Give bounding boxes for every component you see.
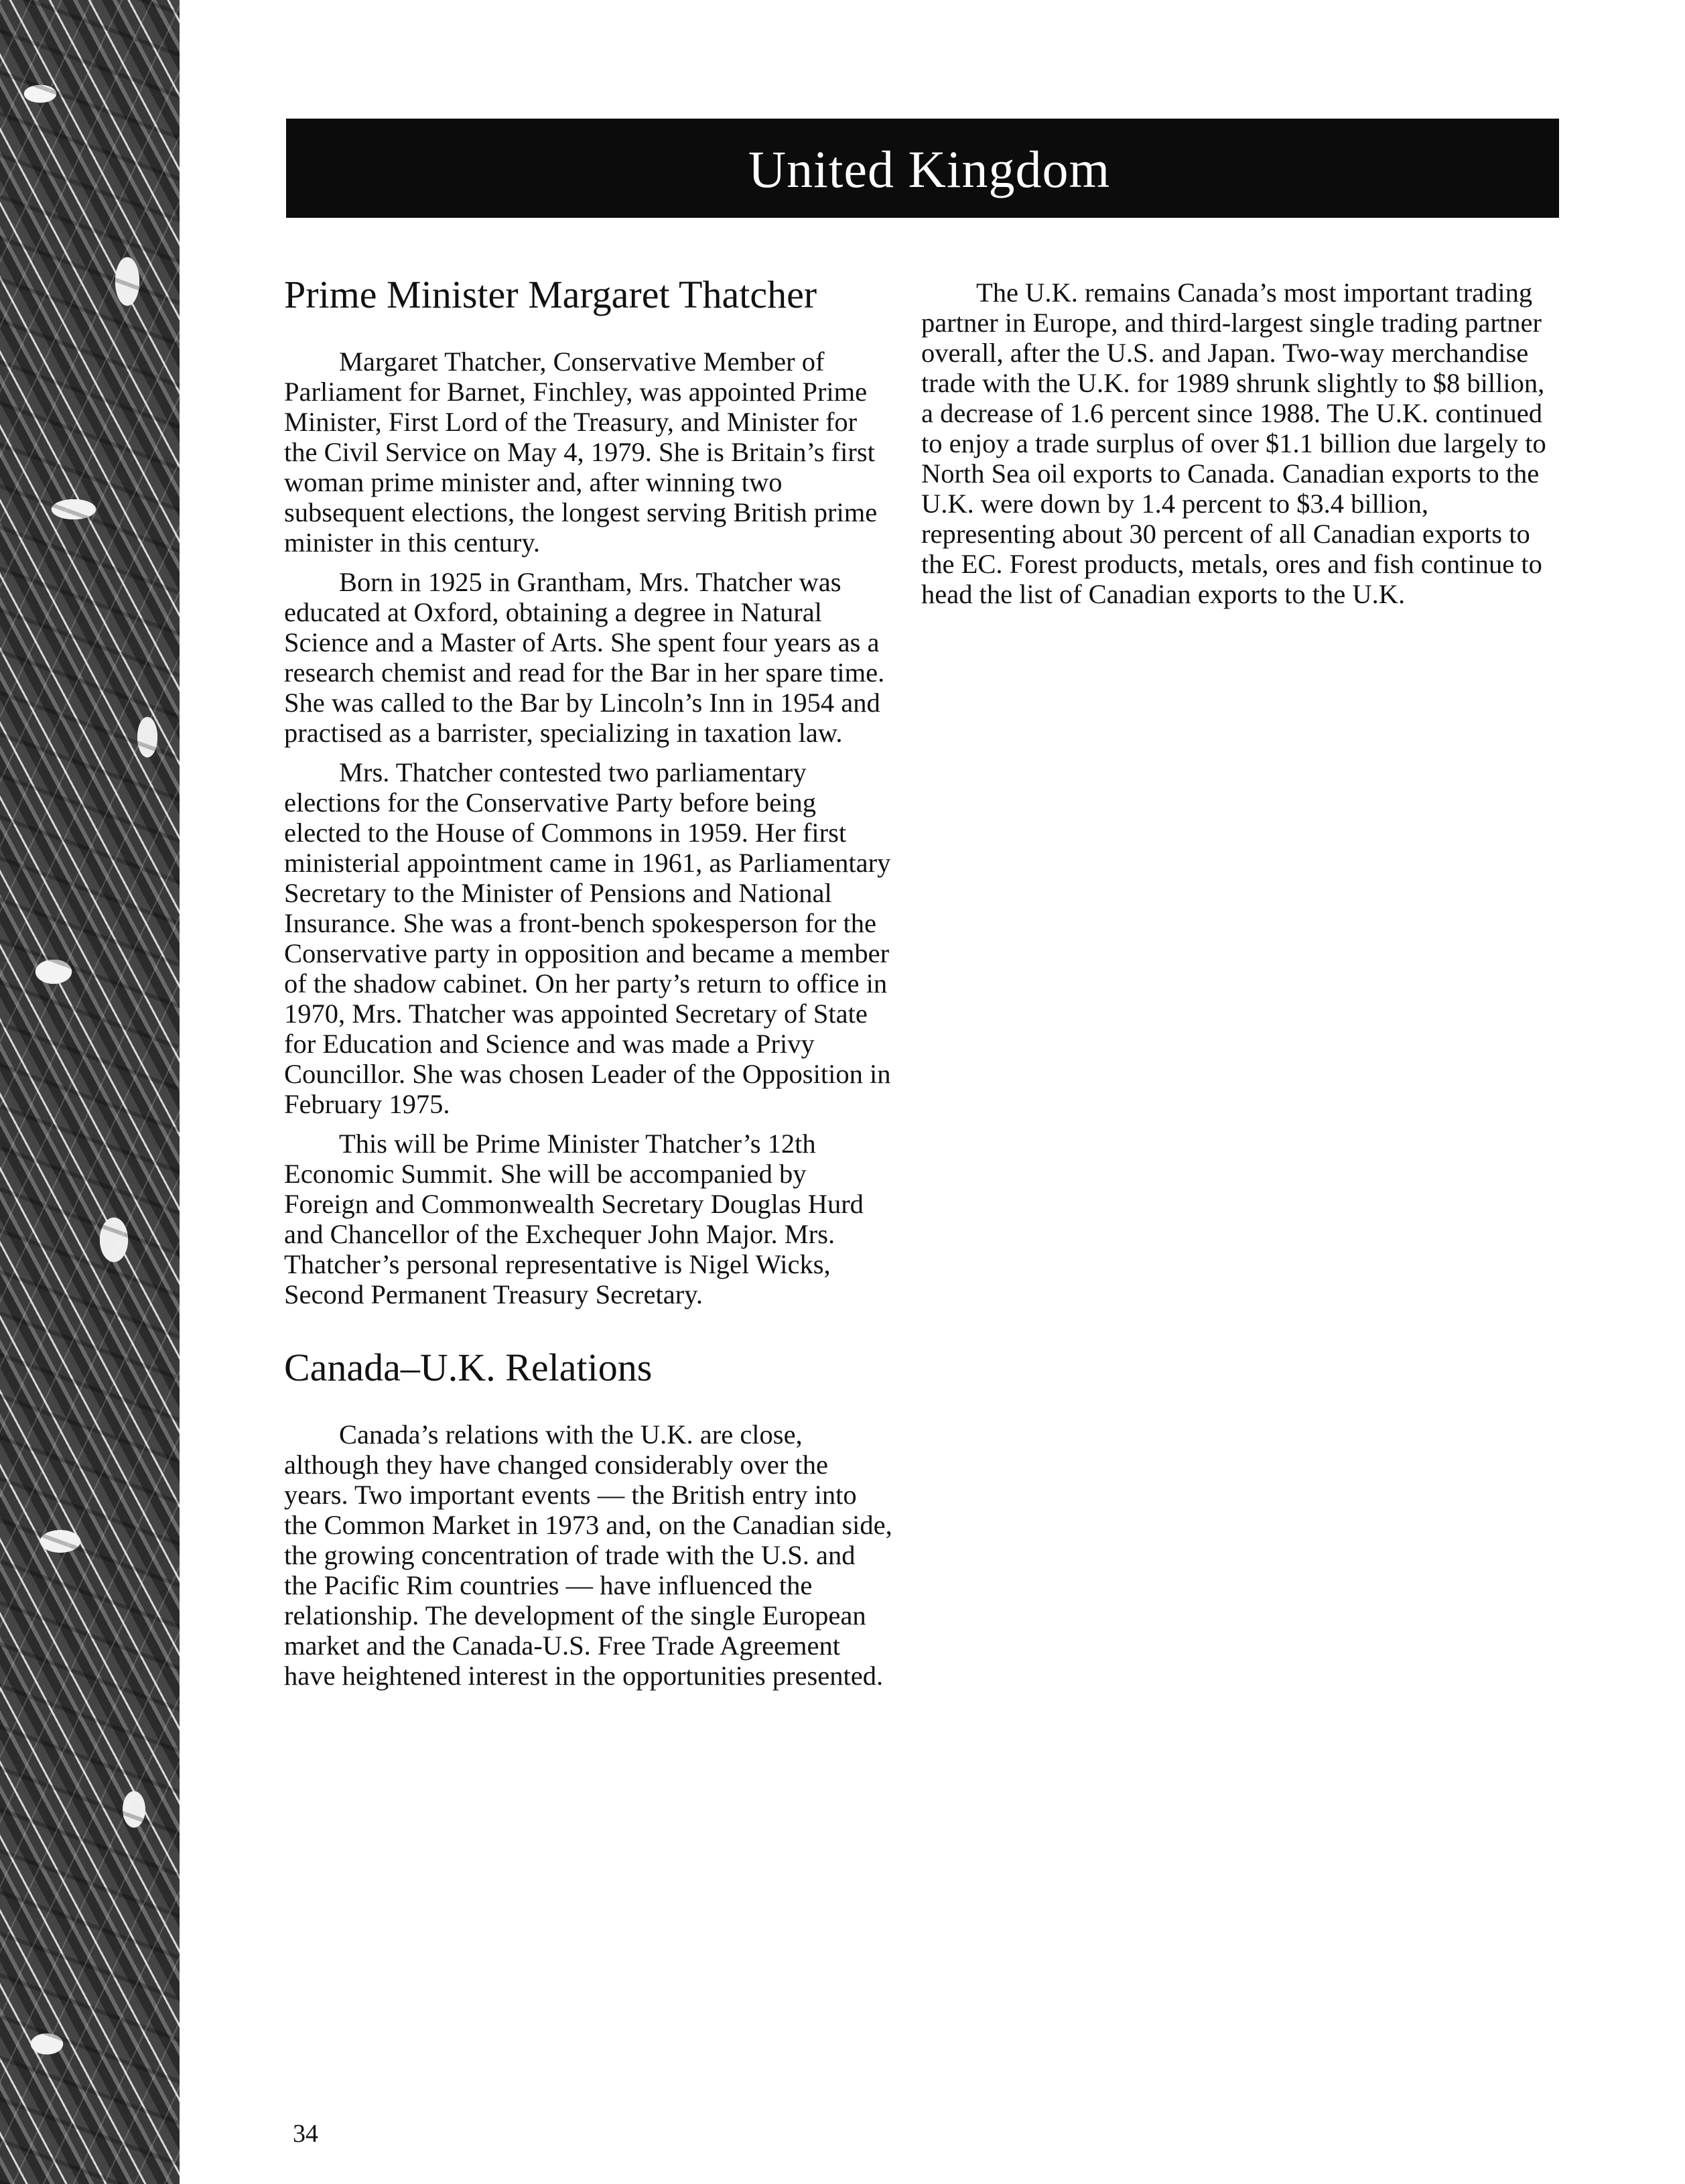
decorative-side-band <box>0 0 180 2184</box>
section-title: United Kingdom <box>748 140 1111 198</box>
heading-prime-minister: Prime Minister Margaret Thatcher <box>284 273 817 316</box>
left-column <box>284 271 894 1700</box>
paragraph: Margaret Thatcher, Conservative Member of Parliament for Barnet, Finchley, was appointed Prime Minister, First Lord of the Treasury, and Minister for the Civil Service on May 4, 1979. She is Britain’s first woman prime minister and, after winning two subsequent elections, the longest serving British prime minister in this century. <box>284 346 878 558</box>
right-column <box>921 271 1548 619</box>
heading-canada-uk-relations: Canada–U.K. Relations <box>284 1346 653 1389</box>
paragraph: The U.K. remains Canada’s most important trading partner in Europe, and third-largest single trading partner overall, after the U.S. and Japan. Two-way merchandise trade with the U.K. for 1989 shrunk slightly to $8 billion, a decrease of 1.6 percent since 1988. The U.K. continued to enjoy a trade surplus of over $1.1 billion due largely to North Sea oil exports to Canada. Canadian exports to the U.K. were down by 1.4 percent to $3.4 billion, representing about 30 percent of all Canadian exports to the EC. Forest products, metals, ores and fish continue to head the list of Canadian exports to the U.K. <box>921 277 1546 609</box>
paragraph: Canada’s relations with the U.K. are close, although they have changed considerably over the years. Two important events — the British entry into the Common Market in 1973 and, on the Canadian side, the growing concentration of trade with the U.S. and the Pacific Rim countries — have influenced the relationship. The development of the single European market and the Canada-U.S. Free Trade Agreement have heightened interest in the opportunities presented. <box>284 1419 892 1691</box>
paragraph: Mrs. Thatcher contested two parliamentary elections for the Conservative Party before being elected to the House of Commons in 1959. Her first ministerial appointment came in 1961, as Parliamentary Secretary to the Minister of Pensions and National Insurance. She was a front-bench spokesperson for the Conservative party in opposition and became a member of the shadow cabinet. On her party’s return to office in 1970, Mrs. Thatcher was appointed Secretary of State for Education and Science and was made a Privy Councillor. She was chosen Leader of the Opposition in February 1975. <box>284 757 891 1119</box>
paragraph: This will be Prime Minister Thatcher’s 12th Economic Summit. She will be accompanied by Foreign and Commonwealth Secretary Douglas Hurd and Chancellor of the Exchequer John Major. Mrs. Thatcher’s personal representative is Nigel Wicks, Second Permanent Treasury Secretary. <box>284 1129 864 1309</box>
section-title-bar <box>286 119 1559 218</box>
paragraph: Born in 1925 in Grantham, Mrs. Thatcher was educated at Oxford, obtaining a degree in Natural Science and a Master of Arts. She spent four years as a research chemist and read for the Bar in her spare time. She was called to the Bar by Lincoln’s Inn in 1954 and practised as a barrister, specializing in taxation law. <box>284 567 885 748</box>
page-number: 34 <box>293 2120 318 2148</box>
